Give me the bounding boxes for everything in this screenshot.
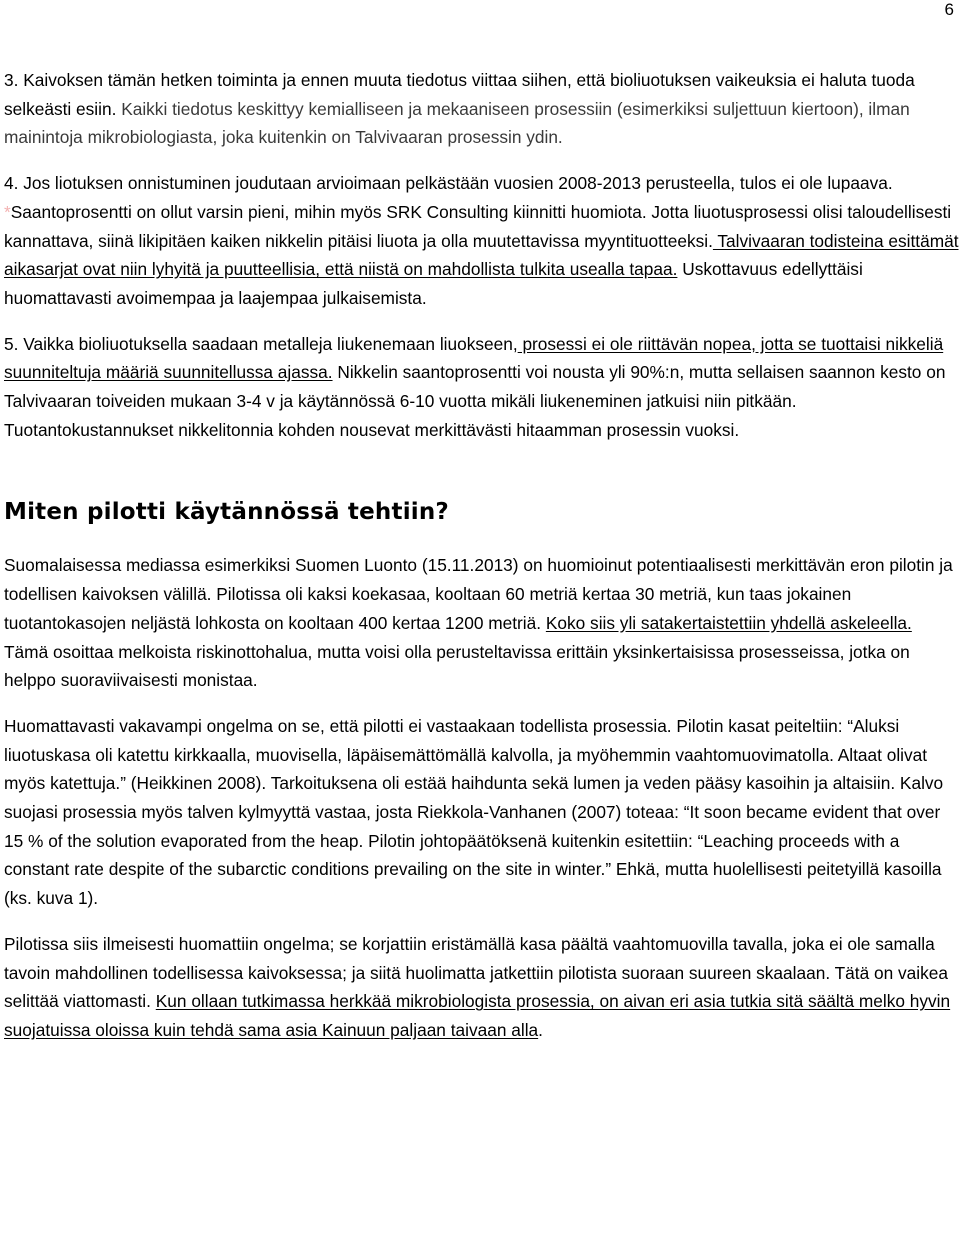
paragraph-4-text-b: Saantoprosentti on ollut varsin pieni, mihin myös SRK Consulting kiinnitti huomiota. Jotta liuotusprosessi olisi taloudellisesti kannattava, siinä likipitäen kaiken nikkelin pitäisi liuota ja olla muutettavissa myyntituotteeksi. <box>4 201 952 251</box>
paragraph-3-text-b: Kaikki tiedotus keskittyy kemialliseen ja mekaaniseen prosessiin (esimerkiksi suljettuun kiertoon), ilman mainintoja mikrobiologiasta, joka kuitenkin on Talvivaaran prosessin ydin. <box>4 98 910 148</box>
page-number: 6 <box>944 0 954 19</box>
document-body <box>4 66 959 1045</box>
paragraph-8-underlined: Kun ollaan tutkimassa herkkää mikrobiologista prosessia, on aivan eri asia tutkia sitä säältä melko hyvin suojatuissa oloissa kuin tehdä sama asia Kainuun paljaan taivaan alla <box>4 991 951 1040</box>
paragraph-6-text-a: Suomalaisessa mediassa esimerkiksi Suomen Luonto (15.11.2013) on huomioinut potentiaalisesti merkittävän eron pilotin ja todellisen kaivoksen välillä. Pilotissa oli kaksi koekasaa, kooltaan 60 metriä kertaa 30 metriä, kun taas jokainen tuotantokasojen neljästä lohkosta on kooltaan 400 kertaa 1200 metriä. <box>4 555 953 633</box>
section-heading: Miten pilotti käytännössä tehtiin? <box>4 499 449 526</box>
paragraph-5-text-b: Nikkelin saantoprosentti voi nousta yli 90%:n, mutta sellaisen saannon kesto on Talvivaaran toiveiden mukaan 3-4 v ja käytännössä 6-10 vuotta mikäli liukeneminen jatkuisi niin pitkään. Tuotantokustannukset nikkelitonnia kohden nousevat merkittävästi hitaamman prosessin vuoksi. <box>4 362 946 440</box>
paragraph-7: Huomattavasti vakavampi ongelma on se, että pilotti ei vastaakaan todellista prosessia. Pilotin kasat peiteltiin: “Aluksi liuotuskasa oli katettu kirkkaalla, muovisella, läpäisemättömällä kalvolla, ja myöhemmin vaahtomuovimatolla. Altaat olivat myös katettuja.” (Heikkinen 2008). Tarkoituksena oli estää haihdunta sekä lumen ja veden pääsy kasoihin ja altaisiin. Kalvo suojasi prosessia myös talven kylmyyttä vastaa, josta Riekkola-Vanhanen (2007) toteaa: “It soon became evident that over 15 % of the solution evaporated from the heap. Pilotin johtopäätöksenä kuitenkin esitettiin: “Leaching proceeds with a constant rate despite of the subarctic conditions prevailing on the site in winter.” Ehkä, mutta huolellisesti peitetyillä kasoilla (ks. kuva 1). <box>4 715 944 909</box>
comment-marker: * <box>4 201 11 222</box>
paragraph-4-text-a: 4. Jos liotuksen onnistuminen joudutaan arvioimaan pelkästään vuosien 2008-2013 perusteella, tulos ei ole lupaava. <box>4 173 893 194</box>
paragraph-4-text-c: Uskottavuus edellyttäisi huomattavasti avoimempaa ja laajempaa julkaisemista. <box>4 259 863 308</box>
paragraph-4-underlined: Talvivaaran todisteina esittämät aikasarjat ovat niin lyhyitä ja puutteellisia, että niistä on mahdollista tulkita usealla tapaa. <box>4 230 959 280</box>
paragraph-4 <box>4 169 959 313</box>
paragraph-6 <box>4 551 959 695</box>
paragraph-5-text-a: 5. Vaikka bioliuotuksella saadaan metalleja liukenemaan liuokseen, <box>4 333 518 354</box>
paragraph-8 <box>4 930 959 1045</box>
paragraph-5 <box>4 330 959 445</box>
paragraph-6-text-b: Tämä osoittaa melkoista riskinottohalua, mutta voisi olla perusteltavissa erittäin yksinkertaisissa prosesseissa, jotka on helppo suoraviivaisesti monistaa. <box>4 641 910 691</box>
paragraph-3-text-a: 3. Kaivoksen tämän hetken toiminta ja ennen muuta tiedotus viittaa siihen, että bioliuotuksen vaikeuksia ei haluta tuoda selkeästi esiin. <box>4 70 915 119</box>
paragraph-8-text-b: . <box>538 1019 543 1040</box>
paragraph-5-underlined: prosessi ei ole riittävän nopea, jotta se tuottaisi nikkeliä suunniteltuja määriä suunnitellussa ajassa. <box>4 333 944 383</box>
paragraph-6-underlined: Koko siis yli satakertaistettiin yhdellä askeleella. <box>545 612 912 633</box>
paragraph-3 <box>4 66 959 152</box>
paragraph-8-text-a: Pilotissa siis ilmeisesti huomattiin ongelma; se korjattiin eristämällä kasa päältä vaahtomuovilla tavalla, joka ei ole samalla tavoin mahdollinen todellisessa kaivoksessa; ja siitä huolimatta jatkettiin pilotista suoraan suureen skaalaan. Tätä on vaikea selittää viattomasti. <box>4 933 948 1012</box>
